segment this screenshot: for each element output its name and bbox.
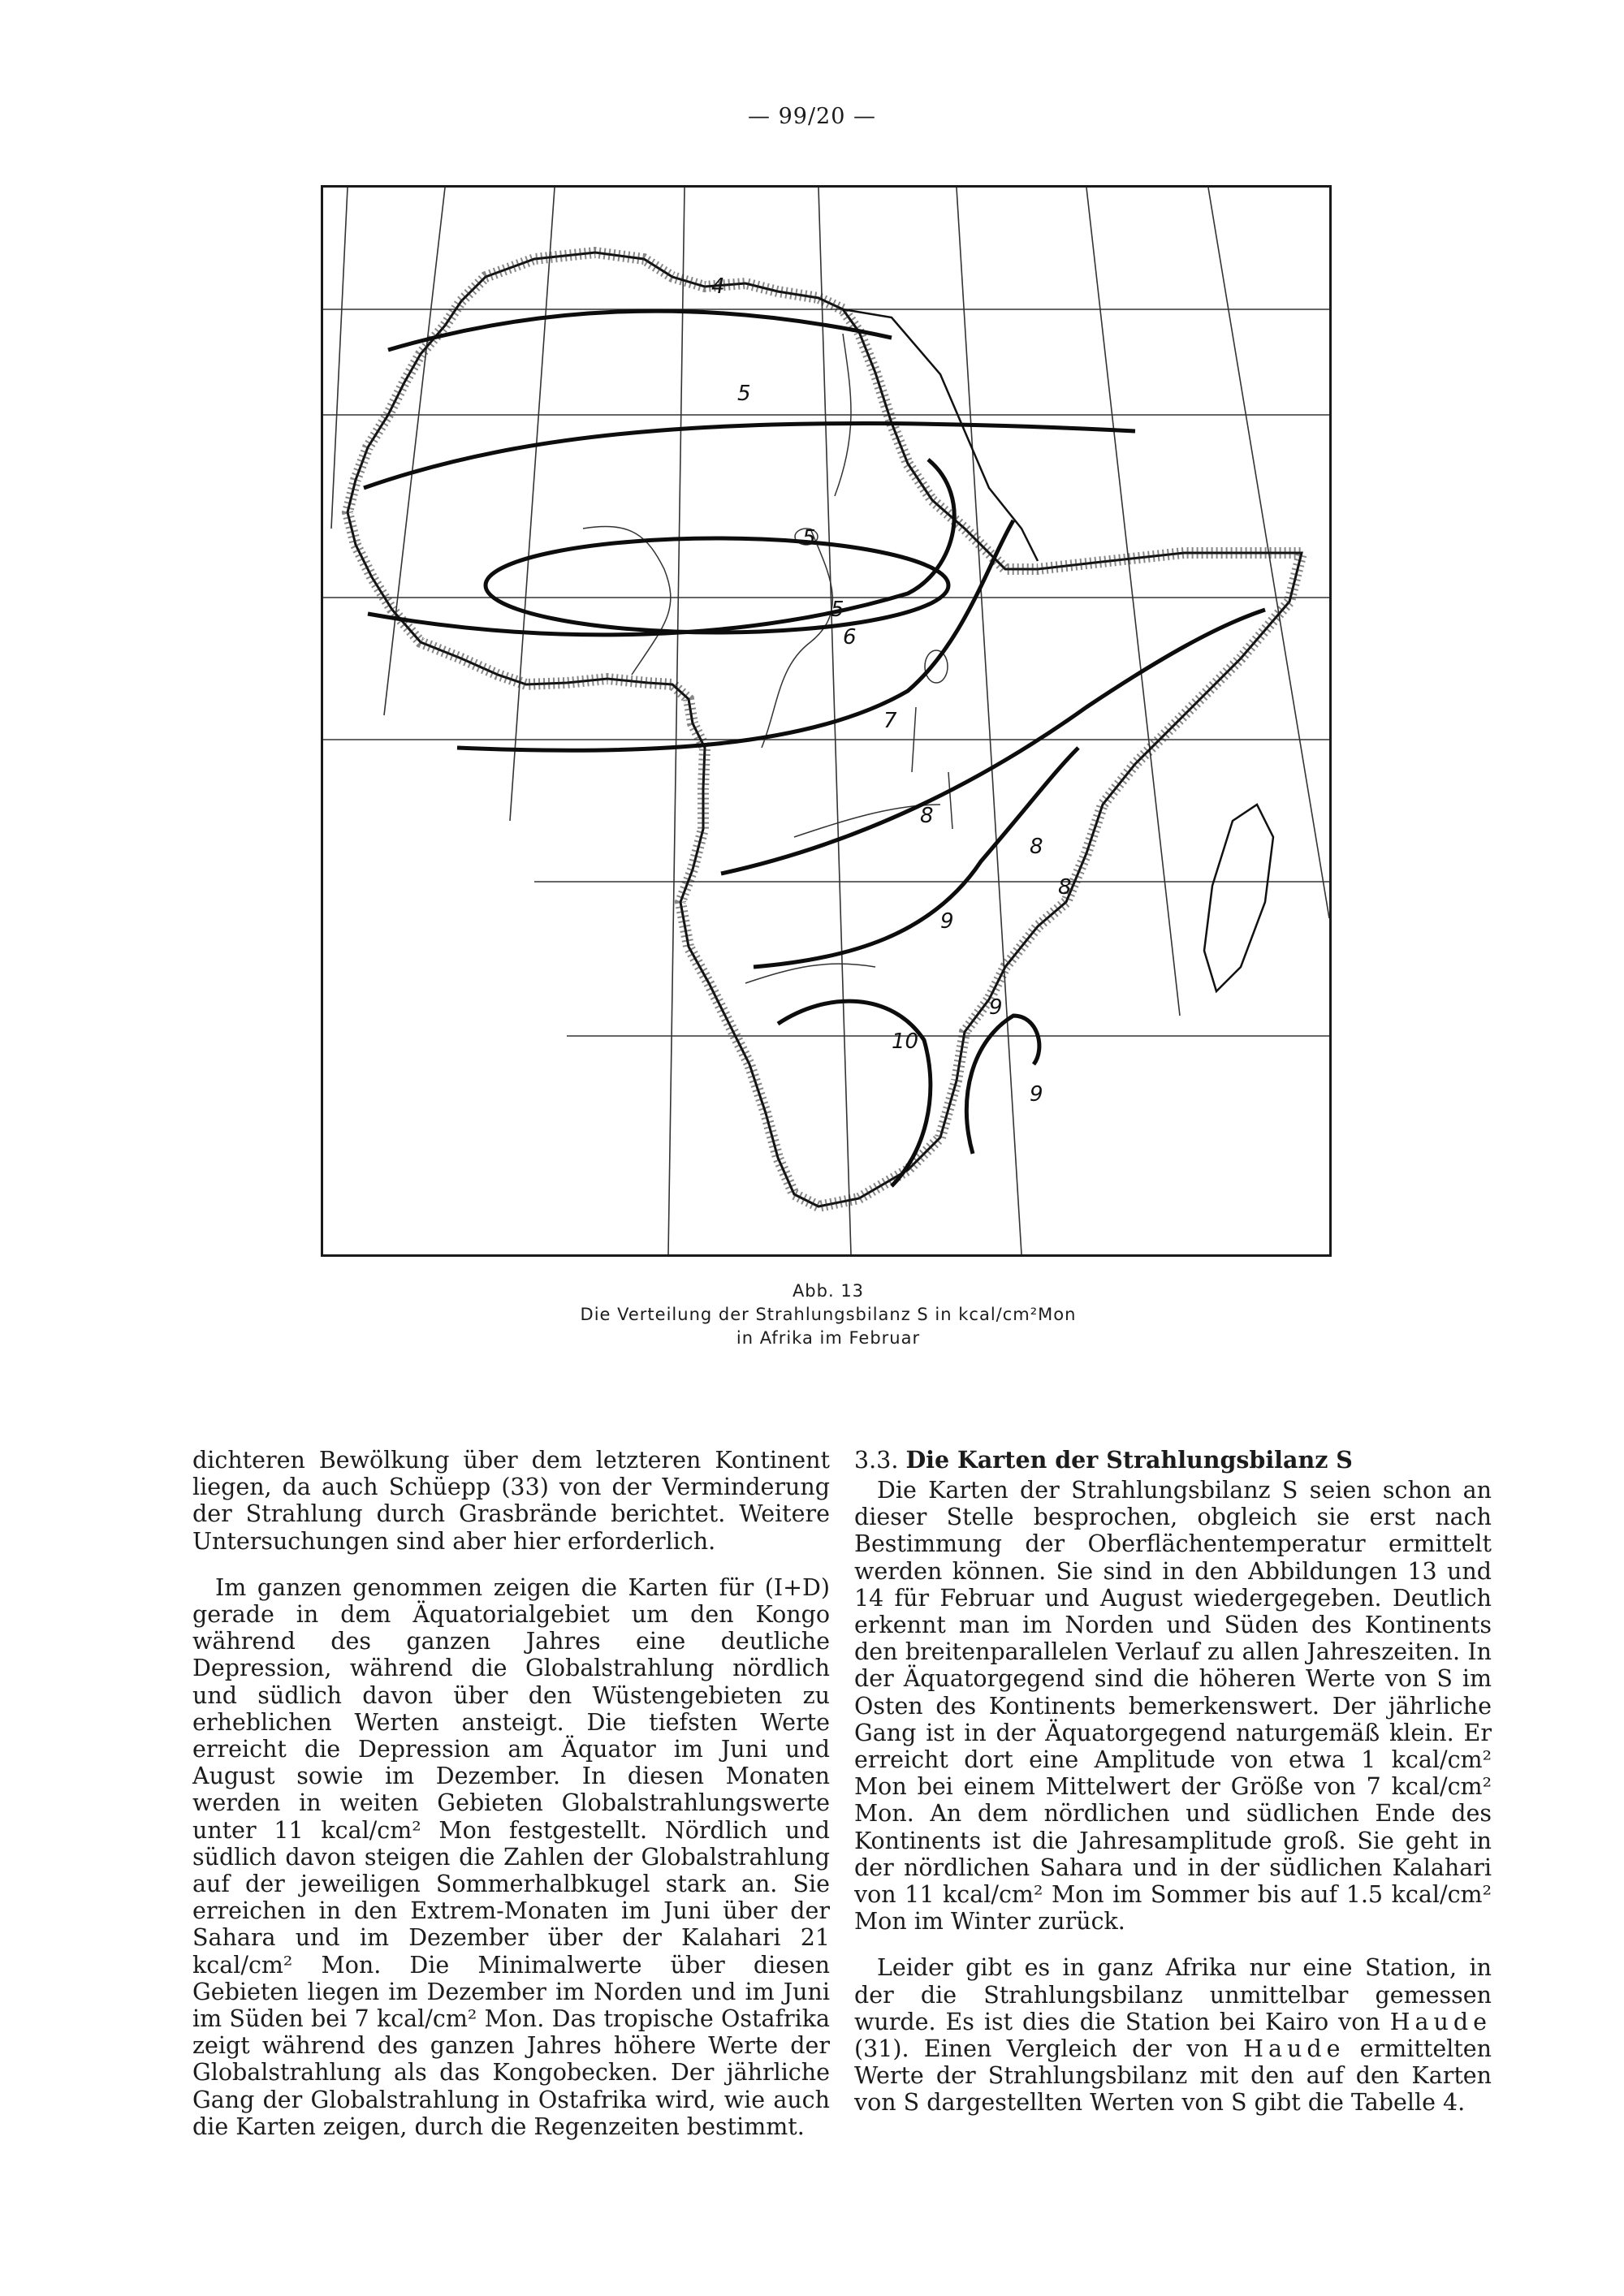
contour-label: 9	[1030, 1082, 1043, 1107]
niger-river	[583, 526, 671, 675]
text-run: ermittelten Werte der Strahlungsbilanz mit den auf den Karten von S dargestellten Werten von S gibt die Tabelle 4.	[854, 2035, 1492, 2117]
isoline-5-ellipse	[486, 538, 948, 632]
contour-label: 5	[737, 382, 751, 406]
red-sea-coast	[843, 309, 1038, 561]
right-column	[854, 1447, 1492, 2136]
isolines	[364, 311, 1265, 1186]
contour-label: 10	[892, 1029, 919, 1054]
caption-line: in Afrika im Februar	[736, 1328, 921, 1348]
congo-river	[762, 529, 832, 748]
left-column	[192, 1447, 830, 2160]
contour-label-group	[711, 274, 1072, 1107]
meridian-line	[668, 188, 685, 1254]
section-title: Die Karten der Strahlungsbilanz S	[905, 1446, 1353, 1474]
contour-label: 8	[1058, 875, 1072, 900]
caption-label: Abb. 13	[792, 1281, 865, 1301]
text-run: Leider gibt es in ganz Afrika nur eine Station, in der die Strahlungsbilanz unmittelbar gemessen wurde. Es ist dies die Station bei Kairo von	[854, 1954, 1492, 2035]
isoline-5-north	[364, 424, 1135, 488]
paragraph: dichteren Bewölkung über dem letzteren Kontinent liegen, da auch Schüepp (33) von der Verminderung der Strahlung durch Grasbrände berichtet. Weitere Untersuchungen sind aber hier erforderlich.	[192, 1447, 830, 1555]
paragraph: Die Karten der Strahlungsbilanz S seien schon an dieser Stelle besprochen, obgleich sie erst nach Bestimmung der Oberflächentemperatur ermittelt werden können. Sie sind in den Abbildungen 13 und 14 für Februar und August wiedergegeben. Deutlich erkennt man im Norden und Süden des Kontinents den breitenparallelen Verlauf zu allen Jahreszeiten. In der Äquatorgegend sind die höheren Werte von S im Osten des Kontinents bemerkenswert. Der jährliche Gang ist in der Äquatorgegend naturgemäß klein. Er erreicht dort eine Amplitude von etwa 1 kcal/cm² Mon bei einem Mittelwert der Größe von 7 kcal/cm² Mon. An dem nördlichen und südlichen Ende des Kontinents ist die Jahresamplitude groß. Sie geht in der nördlichen Sahara und in der südlichen Kalahari von 11 kcal/cm² Mon im Sommer bis auf 1.5 kcal/cm² Mon im Winter zurück.	[854, 1477, 1492, 1936]
contour-label: 4	[711, 274, 725, 299]
contour-label: 9	[940, 909, 954, 934]
text-run: (31). Einen Vergleich der von	[854, 2035, 1244, 2063]
zambezi-river	[794, 805, 940, 837]
contour-label: 8	[1030, 835, 1043, 859]
madagascar-outline	[1204, 805, 1273, 991]
africa-radiation-map	[321, 185, 1332, 1257]
author-name: Haude	[1243, 2035, 1345, 2063]
section-number: 3.3.	[854, 1447, 899, 1474]
page-number: — 99/20 —	[748, 104, 876, 129]
caption-line: Die Verteilung der Strahlungsbilanz S in kcal/cm²Mon	[580, 1305, 1077, 1324]
meridian-line	[331, 188, 348, 529]
lake-malawi	[948, 772, 952, 829]
paragraph: Im ganzen genommen zeigen die Karten für (I+D) gerade in dem Äquatorialgebiet um den Kongo während des ganzen Jahres eine deutliche Depression, während die Globalstrahlung nördlich und südlich davon über den Wüstengebieten zu erheblichen Werten ansteigt. Die tiefsten Werte erreicht die Depression am Äquator im Juni und August sowie im Dezember. In diesen Monaten werden in weiten Gebieten Globalstrahlungswerte unter 11 kcal/cm² Mon festgestellt. Nördlich und südlich davon steigen die Zahlen der Globalstrahlung auf der jeweiligen Sommerhalbkugel stark an. Sie erreichen in den Extrem-Monaten im Juni über der Sahara und im Dezember über der Kalahari 21 kcal/cm² Mon. Die Minimalwerte über diesen Gebieten liegen im Dezember im Norden und im Juni im Süden bei 7 kcal/cm² Mon. Das tropische Ostafrika zeigt während des ganzen Jahres höhere Werte der Globalstrahlung als das Kongobecken. Der jährliche Gang der Globalstrahlung in Ostafrika wird, wie auch die Karten zeigen, durch die Regenzeiten bestimmt.	[192, 1573, 830, 2140]
section-heading	[854, 1447, 1492, 1474]
meridian-line	[1086, 188, 1180, 1016]
author-name: Haude	[1389, 2008, 1492, 2035]
figure-caption	[487, 1280, 1169, 1350]
contour-label: 8	[920, 804, 934, 828]
isoline-4	[388, 311, 892, 350]
contour-label: 9	[989, 995, 1003, 1020]
meridian-line	[510, 188, 555, 821]
paragraph	[854, 1954, 1492, 2116]
isoline-6	[368, 460, 954, 635]
contour-label: 5	[802, 526, 816, 550]
contour-label: 5	[831, 598, 844, 622]
contour-label: 6	[843, 625, 857, 650]
lake-victoria	[925, 650, 948, 683]
map-canvas	[323, 188, 1329, 1254]
contour-label: 7	[883, 709, 897, 733]
